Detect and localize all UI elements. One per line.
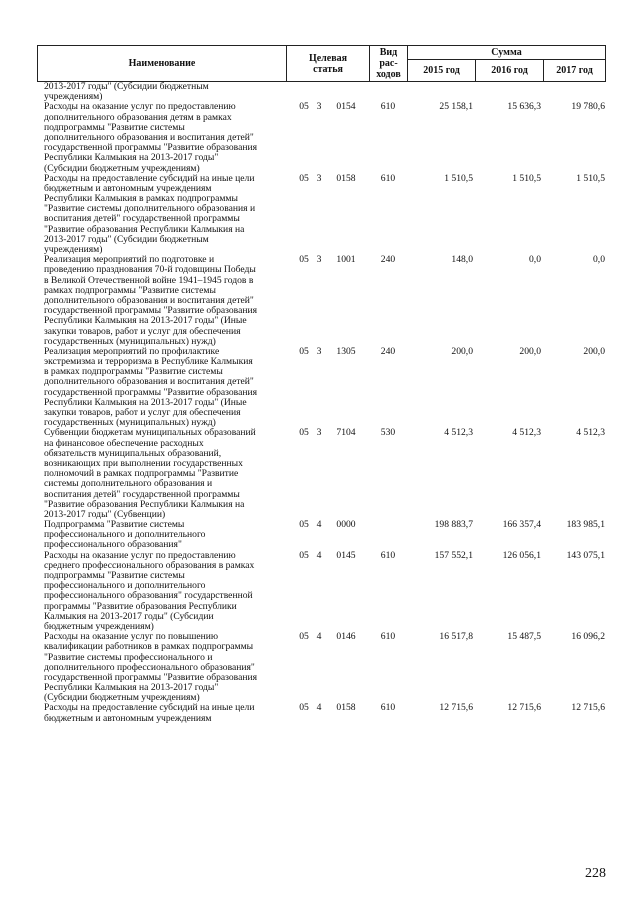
article-code: 0000 xyxy=(336,519,356,531)
expense-type-code: 530 xyxy=(380,427,396,439)
row-name-line: "Развитие образования Республики Калмыкия на xyxy=(44,499,245,510)
table-row xyxy=(37,174,605,256)
article-code: 0154 xyxy=(336,101,356,113)
expense-type-code: 610 xyxy=(380,702,396,714)
section-code: 05 xyxy=(299,427,309,439)
expense-type-code: 610 xyxy=(380,631,396,643)
row-name xyxy=(37,102,294,173)
row-name-line: Реализация мероприятий по подготовке и xyxy=(44,255,215,266)
amount-2017: 4 512,3 xyxy=(576,427,605,439)
row-name-line: закупки товаров, работ и услуг для обеспечения xyxy=(44,408,241,418)
amount-2016: 126 056,1 xyxy=(502,549,541,561)
row-name-line: (Субсидии бюджетным учреждениям) xyxy=(44,693,200,704)
amount-2015: 198 883,7 xyxy=(434,519,473,531)
table-row xyxy=(37,551,605,633)
row-name-line: полномочий в рамках подпрограммы "Развитие xyxy=(44,469,239,480)
row-name-line: Республики Калмыкия в рамках подпрограммы xyxy=(44,194,238,205)
amount-2015: 4 512,3 xyxy=(444,427,473,439)
row-name-line: государственной программы "Развитие образования xyxy=(44,387,258,398)
row-name xyxy=(37,347,294,429)
row-name-line: Расходы на оказание услуг по повышению xyxy=(44,632,219,643)
table-body xyxy=(37,82,605,724)
table-row xyxy=(37,255,605,347)
amount-2015: 157 552,1 xyxy=(434,549,473,561)
row-name-line: государственных (муниципальных) нужд) xyxy=(44,418,216,429)
row-name-line: дополнительного образования и воспитания детей" xyxy=(44,377,254,388)
header-year-2016: 2016 год xyxy=(476,60,544,82)
row-name-line: программы "Развитие образования Республики xyxy=(44,601,237,612)
row-name-line: профессионального образования" xyxy=(44,540,182,551)
amount-2015: 148,0 xyxy=(451,254,473,266)
row-name xyxy=(37,520,294,551)
row-name-line: Реализация мероприятий по профилактике xyxy=(44,346,220,357)
section-code: 05 xyxy=(299,519,309,531)
table-row xyxy=(37,632,605,703)
amount-2017: 16 096,2 xyxy=(571,631,605,643)
row-name-line: государственной программы "Развитие образования xyxy=(44,143,258,154)
section-code: 05 xyxy=(299,345,309,357)
amount-2017: 143 075,1 xyxy=(566,549,605,561)
row-name-line: обязательств муниципальных образований, xyxy=(44,448,222,459)
row-name xyxy=(37,551,294,633)
row-name-line: (Субсидии бюджетным учреждениям) xyxy=(44,163,200,174)
article-code: 0145 xyxy=(336,549,356,561)
article-code: 0146 xyxy=(336,631,356,643)
row-name-line: профессионального образования" государственной xyxy=(44,591,253,602)
amount-2015: 12 715,6 xyxy=(439,702,473,714)
row-name-line: дополнительного образования и воспитания детей" xyxy=(44,132,254,143)
row-name-line: Расходы на предоставление субсидий на иные цели xyxy=(44,703,255,714)
row-name-line: дополнительного профессионального образования" xyxy=(44,662,255,673)
subsection-code: 4 xyxy=(316,631,322,643)
row-name-line: Республики Калмыкия на 2013-2017 годы" xyxy=(44,683,219,694)
subsection-code: 4 xyxy=(316,519,322,531)
table-header xyxy=(37,45,606,82)
article-code: 0158 xyxy=(336,172,356,184)
row-name-line: "Развитие системы профессионального и xyxy=(44,652,213,663)
subsection-code: 3 xyxy=(316,101,322,113)
amount-2015: 200,0 xyxy=(451,345,473,357)
row-name-line: профессионального и дополнительного xyxy=(44,581,206,592)
amount-2016: 200,0 xyxy=(519,345,541,357)
header-sum: Сумма xyxy=(408,46,606,60)
row-name-line: воспитания детей" государственной программы xyxy=(44,214,240,225)
row-name-line: Республики Калмыкия на 2013-2017 годы" (Иные xyxy=(44,397,247,408)
article-code: 1305 xyxy=(336,345,356,357)
amount-2016: 15 487,5 xyxy=(507,631,541,643)
row-name-line: 2013-2017 годы" (Субсидии бюджетным xyxy=(44,82,209,92)
table-row xyxy=(37,102,605,173)
amount-2017: 1 510,5 xyxy=(576,172,605,184)
row-name-line: среднего профессионального образования в рамках xyxy=(44,560,255,571)
header-target-line2: статья xyxy=(313,63,343,75)
row-name-line: "Развитие образования Республики Калмыкия на xyxy=(44,224,245,235)
article-code: 1001 xyxy=(336,254,356,266)
row-name-line: проведению празднования 70-й годовщины Победы xyxy=(44,265,256,276)
amount-2017: 183 985,1 xyxy=(566,519,605,531)
row-name-line: государственных (муниципальных) нужд) xyxy=(44,336,216,347)
row-name-line: бюджетным и автономным учреждениям xyxy=(44,713,212,724)
row-name-line: подпрограммы "Развитие системы xyxy=(44,122,185,133)
row-name-line: закупки товаров, работ и услуг для обеспечения xyxy=(44,326,241,337)
row-name-line: 2013-2017 годы" (Субвенции) xyxy=(44,509,166,520)
row-name-line: Республики Калмыкия на 2013-2017 годы" (Иные xyxy=(44,316,247,327)
row-name-line: экстремизма и терроризма в Республике Калмыкия xyxy=(44,357,253,368)
row-name-line: профессионального и дополнительного xyxy=(44,530,206,541)
row-name-line: Субвенции бюджетам муниципальных образований xyxy=(44,428,256,439)
section-code: 05 xyxy=(299,549,309,561)
row-name xyxy=(37,255,294,347)
section-code: 05 xyxy=(299,172,309,184)
row-name xyxy=(37,632,294,703)
row-name-line: дополнительного образования детям в рамках xyxy=(44,112,232,123)
amount-2015: 16 517,8 xyxy=(439,631,473,643)
row-name-line: бюджетным и автономным учреждениям xyxy=(44,183,212,194)
row-name-line: государственной программы "Развитие образования xyxy=(44,306,258,317)
subsection-code: 3 xyxy=(316,172,322,184)
row-name-line: Республики Калмыкия на 2013-2017 годы" xyxy=(44,153,219,164)
article-code: 7104 xyxy=(336,427,356,439)
row-name-line: рамках подпрограммы "Развитие системы xyxy=(44,285,216,296)
amount-2017: 19 780,6 xyxy=(571,101,605,113)
row-name-line: Калмыкия на 2013-2017 годы" (Субсидии xyxy=(44,611,214,622)
expense-type-code: 610 xyxy=(380,101,396,113)
header-vid-line1: Вид xyxy=(379,47,398,58)
amount-2016: 0,0 xyxy=(529,254,541,266)
header-year-2015: 2015 год xyxy=(408,60,476,82)
section-code: 05 xyxy=(299,101,309,113)
row-name-line: учреждениям) xyxy=(44,92,103,103)
table-row xyxy=(37,347,605,429)
amount-2016: 4 512,3 xyxy=(512,427,541,439)
header-target-article xyxy=(287,46,370,82)
row-name-line: квалификации работников в рамках подпрограммы xyxy=(44,642,254,653)
amount-2015: 1 510,5 xyxy=(444,172,473,184)
row-name-line: бюджетным учреждениям) xyxy=(44,621,154,632)
row-name-line: возникающих при выполнении государственных xyxy=(44,458,243,469)
row-name-line: 2013-2017 годы" (Субсидии бюджетным xyxy=(44,234,209,245)
row-name-line: подпрограммы "Развитие системы xyxy=(44,571,185,581)
expense-type-code: 240 xyxy=(380,254,396,266)
page-number: 228 xyxy=(585,866,606,881)
expense-type-code: 610 xyxy=(380,549,396,561)
table-row xyxy=(37,82,605,102)
row-name-line: в Великой Отечественной войне 1941–1945 годов в xyxy=(44,275,254,286)
header-vid-line3: ходов xyxy=(376,69,401,80)
amount-2017: 12 715,6 xyxy=(571,702,605,714)
amount-2016: 1 510,5 xyxy=(512,172,541,184)
row-name-line: в рамках подпрограммы "Развитие системы xyxy=(44,367,223,378)
section-code: 05 xyxy=(299,702,309,714)
section-code: 05 xyxy=(299,254,309,266)
row-name-line: на финансовое обеспечение расходных xyxy=(44,438,204,449)
article-code: 0158 xyxy=(336,702,356,714)
amount-2016: 12 715,6 xyxy=(507,702,541,714)
amount-2016: 15 636,3 xyxy=(507,101,541,113)
amount-2015: 25 158,1 xyxy=(439,101,473,113)
row-name-line: Подпрограмма "Развитие системы xyxy=(44,520,185,531)
subsection-code: 3 xyxy=(316,254,322,266)
expense-type-code: 240 xyxy=(380,345,396,357)
subsection-code: 3 xyxy=(316,427,322,439)
amount-2016: 166 357,4 xyxy=(502,519,541,531)
header-name: Наименование xyxy=(38,46,287,82)
row-name xyxy=(37,703,294,723)
subsection-code: 4 xyxy=(316,702,322,714)
expense-type-code: 610 xyxy=(380,172,396,184)
table-row xyxy=(37,703,605,723)
amount-2017: 200,0 xyxy=(583,345,605,357)
row-name xyxy=(37,82,294,102)
row-name-line: "Развитие системы дополнительного образования и xyxy=(44,204,256,215)
row-name xyxy=(37,174,294,256)
header-expense-type xyxy=(370,46,408,82)
row-name-line: системы дополнительного образования и xyxy=(44,479,213,490)
row-name-line: Расходы на оказание услуг по предоставлению xyxy=(44,102,236,113)
section-code: 05 xyxy=(299,631,309,643)
header-vid-line2: рас- xyxy=(379,58,398,69)
subsection-code: 4 xyxy=(316,549,322,561)
row-name-line: дополнительного образования и воспитания детей" xyxy=(44,295,254,306)
row-name-line: учреждениям) xyxy=(44,245,103,255)
row-name-line: Расходы на предоставление субсидий на иные цели xyxy=(44,173,255,184)
header-year-2017: 2017 год xyxy=(544,60,606,82)
header-target-line1: Целевая xyxy=(308,52,348,64)
subsection-code: 3 xyxy=(316,345,322,357)
row-name-line: воспитания детей" государственной программы xyxy=(44,489,240,500)
row-name-line: Расходы на оказание услуг по предоставлению xyxy=(44,550,236,561)
row-name xyxy=(37,428,294,520)
table-row xyxy=(37,520,605,551)
row-name-line: государственной программы "Развитие образования xyxy=(44,672,258,683)
amount-2017: 0,0 xyxy=(593,254,605,266)
table-row xyxy=(37,428,605,520)
